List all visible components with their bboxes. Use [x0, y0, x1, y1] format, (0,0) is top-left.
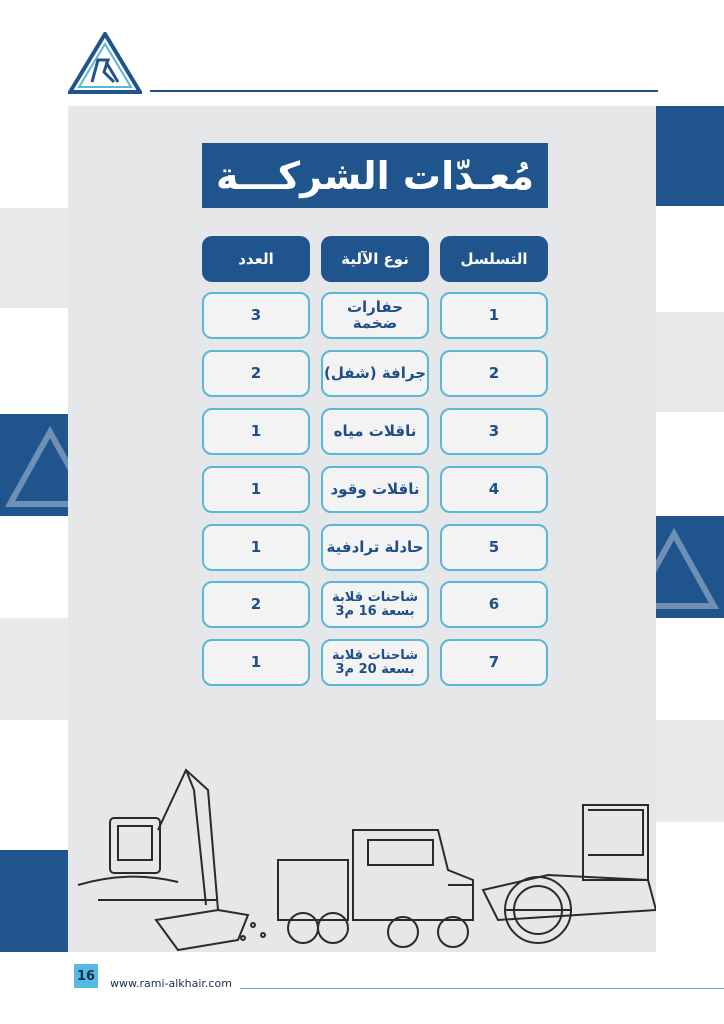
row-7-count: 1: [202, 639, 310, 686]
header-divider: [150, 90, 658, 92]
side-block-right-top: [656, 106, 724, 206]
watermark-logo-icon: [0, 414, 68, 516]
row-4-serial: 4: [440, 466, 548, 513]
row-7-type-line2: بسعة 20 م3: [335, 661, 415, 677]
row-7-type-line1: شاحنات قلابة: [332, 647, 418, 663]
row-5-type: حادلة ترادفية: [321, 524, 429, 571]
side-block-right-logo: [656, 516, 724, 618]
row-1-type: حفارات ضخمة: [321, 292, 429, 339]
row-6-type-line2: بسعة 16 م3: [335, 603, 415, 619]
row-3-type: ناقلات مياه: [321, 408, 429, 455]
page-number: 16: [74, 964, 98, 988]
footer-divider: [240, 988, 724, 989]
row-4-type: ناقلات وقود: [321, 466, 429, 513]
row-3-serial: 3: [440, 408, 548, 455]
row-5-serial: 5: [440, 524, 548, 571]
row-7-serial: 7: [440, 639, 548, 686]
header-count: العدد: [202, 236, 310, 282]
side-block-right-1: [656, 312, 724, 412]
dump-truck-icon: [278, 830, 473, 947]
row-7-type: [321, 639, 429, 686]
company-logo: [68, 32, 142, 94]
side-block-left-1: [0, 208, 68, 308]
side-block-left-bottom: [0, 850, 68, 952]
side-block-left-logo: [0, 414, 68, 516]
row-3-count: 1: [202, 408, 310, 455]
header-serial: التسلسل: [440, 236, 548, 282]
row-2-type: جرافة (شفل): [321, 350, 429, 397]
row-5-count: 1: [202, 524, 310, 571]
header-type: نوع الآلية: [321, 236, 429, 282]
row-4-count: 1: [202, 466, 310, 513]
machinery-illustration: [68, 760, 656, 952]
row-6-type: [321, 581, 429, 628]
excavator-icon: [78, 770, 265, 950]
row-6-count: 2: [202, 581, 310, 628]
row-6-serial: 6: [440, 581, 548, 628]
watermark-logo-icon: [656, 516, 724, 618]
row-6-type-line1: شاحنات قلابة: [332, 589, 418, 605]
row-1-count: 3: [202, 292, 310, 339]
row-1-serial: 1: [440, 292, 548, 339]
website-url[interactable]: www.rami-alkhair.com: [110, 977, 232, 990]
side-block-left-2: [0, 618, 68, 720]
row-2-count: 2: [202, 350, 310, 397]
side-block-right-2: [656, 720, 724, 822]
page-title: مُعـدّات الشركـــة: [202, 143, 548, 208]
road-roller-icon: [483, 805, 656, 943]
row-2-serial: 2: [440, 350, 548, 397]
